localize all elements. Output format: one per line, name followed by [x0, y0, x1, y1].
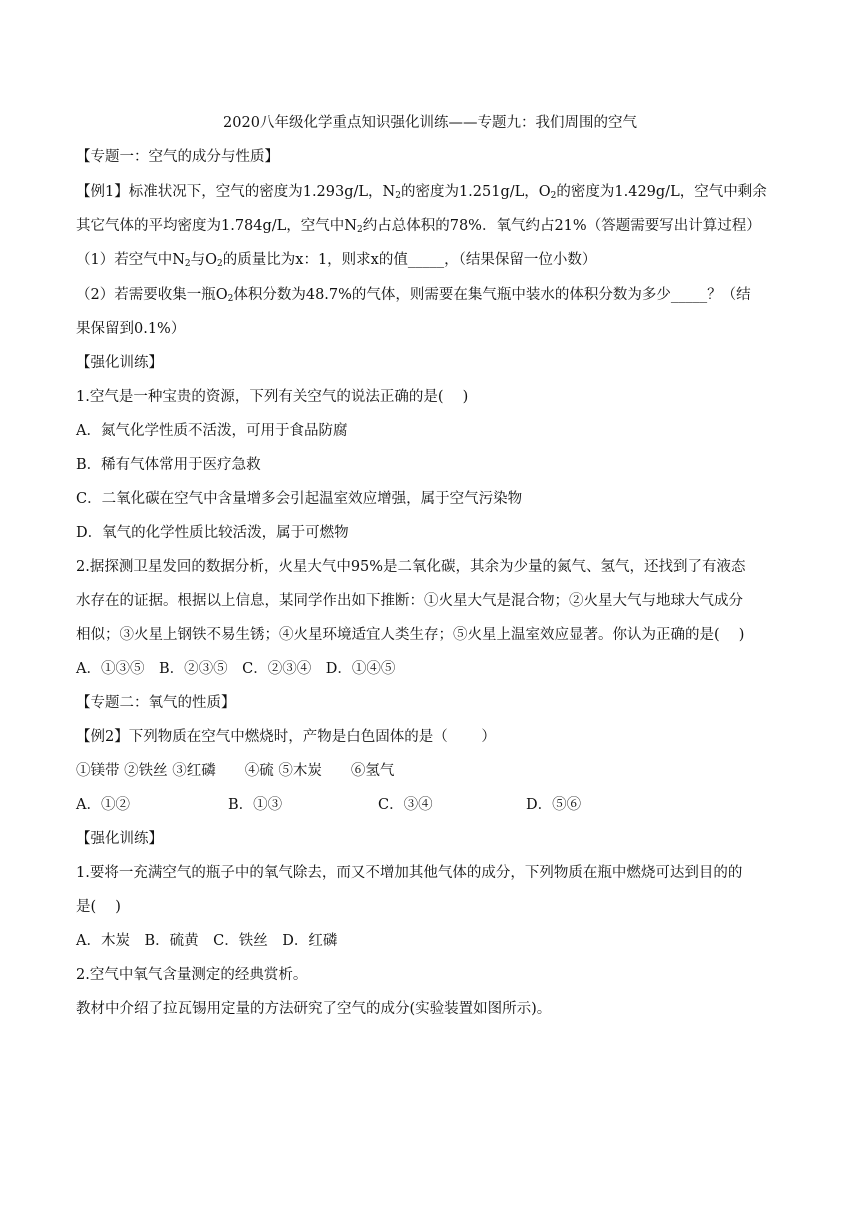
- example2-option-c: C．③④: [378, 797, 433, 813]
- t1-q1-option-c: C．二氧化碳在空气中含量增多会引起温室效应增强，属于空气污染物: [76, 491, 523, 507]
- example2-items: ①镁带 ②铁丝 ③红磷 ④硫 ⑤木炭 ⑥氢气: [76, 763, 395, 779]
- topic2-heading: 【专题二：氧气的性质】: [76, 695, 236, 711]
- example2-option-b: B．①③: [228, 797, 283, 813]
- t1-q2-line3: 相似；③火星上钢铁不易生锈；④火星环境适宜人类生存；⑤火星上温室效应显著。你认为正确的是( ): [76, 627, 745, 643]
- t1-q1-option-b: B．稀有气体常用于医疗急救: [76, 457, 261, 473]
- t2-q1-line2: 是( ): [76, 899, 121, 915]
- example1-question1: （1）若空气中$N_2$与$O_2$的质量比为x：1，则求x的值_____，（结果保留一位小数）: [76, 252, 597, 269]
- example1-line1: 【例1】标准状况下，空气的密度为1.293g/L，$N_2$的密度为1.251g/L，$O_2$的密度为1.429g/L，空气中剩余: [76, 184, 767, 201]
- t1-q2-line2: 水存在的证据。根据以上信息，某同学作出如下推断：①火星大气是混合物；②火星大气与地球大气成分: [76, 593, 743, 609]
- t2-q1-line1: 1.要将一充满空气的瓶子中的氧气除去，而又不增加其他气体的成分，下列物质在瓶中燃烧可达到目的的: [76, 865, 743, 881]
- t1-q1-option-d: D．氧气的化学性质比较活泼，属于可燃物: [76, 525, 349, 541]
- example1-question2-cont: 果保留到0.1%）: [76, 321, 186, 337]
- t1-q1-option-a: A．氮气化学性质不活泼，可用于食品防腐: [76, 423, 348, 439]
- example2-option-a: A．①②: [76, 797, 130, 813]
- training-heading-1: 【强化训练】: [76, 355, 163, 371]
- t2-q2-stem: 2.空气中氧气含量测定的经典赏析。: [76, 967, 308, 983]
- example2-option-d: D．⑤⑥: [526, 797, 582, 813]
- topic1-heading: 【专题一：空气的成分与性质】: [76, 149, 279, 165]
- t1-q1-stem: 1.空气是一种宝贵的资源，下列有关空气的说法正确的是( ): [76, 389, 469, 405]
- example1-question2: （2）若需要收集一瓶$O_2$体积分数为48.7%的气体，则需要在集气瓶中装水的体积分数为多少_____？（结: [76, 287, 751, 304]
- example1-line2: 其它气体的平均密度为1.784g/L，空气中$N_2$约占总体积的78%．氧气约占21%（答题需要写出计算过程）: [76, 218, 761, 235]
- page-title: 2020八年级化学重点知识强化训练——专题九：我们周围的空气: [223, 115, 637, 131]
- t1-q2-line1: 2.据探测卫星发回的数据分析，火星大气中95%是二氧化碳，其余为少量的氮气、氢气，还找到了有液态: [76, 559, 746, 575]
- t2-q2-text: 教材中介绍了拉瓦锡用定量的方法研究了空气的成分(实验装置如图所示)。: [76, 1001, 552, 1017]
- example2-stem: 【例2】下列物质在空气中燃烧时，产物是白色固体的是（ ）: [76, 729, 496, 745]
- t1-q2-options: A．①③⑤ B．②③⑤ C．②③④ D．①④⑤: [76, 661, 396, 677]
- t2-q1-options: A．木炭 B．硫黄 C．铁丝 D．红磷: [76, 933, 338, 949]
- training-heading-2: 【强化训练】: [76, 831, 163, 847]
